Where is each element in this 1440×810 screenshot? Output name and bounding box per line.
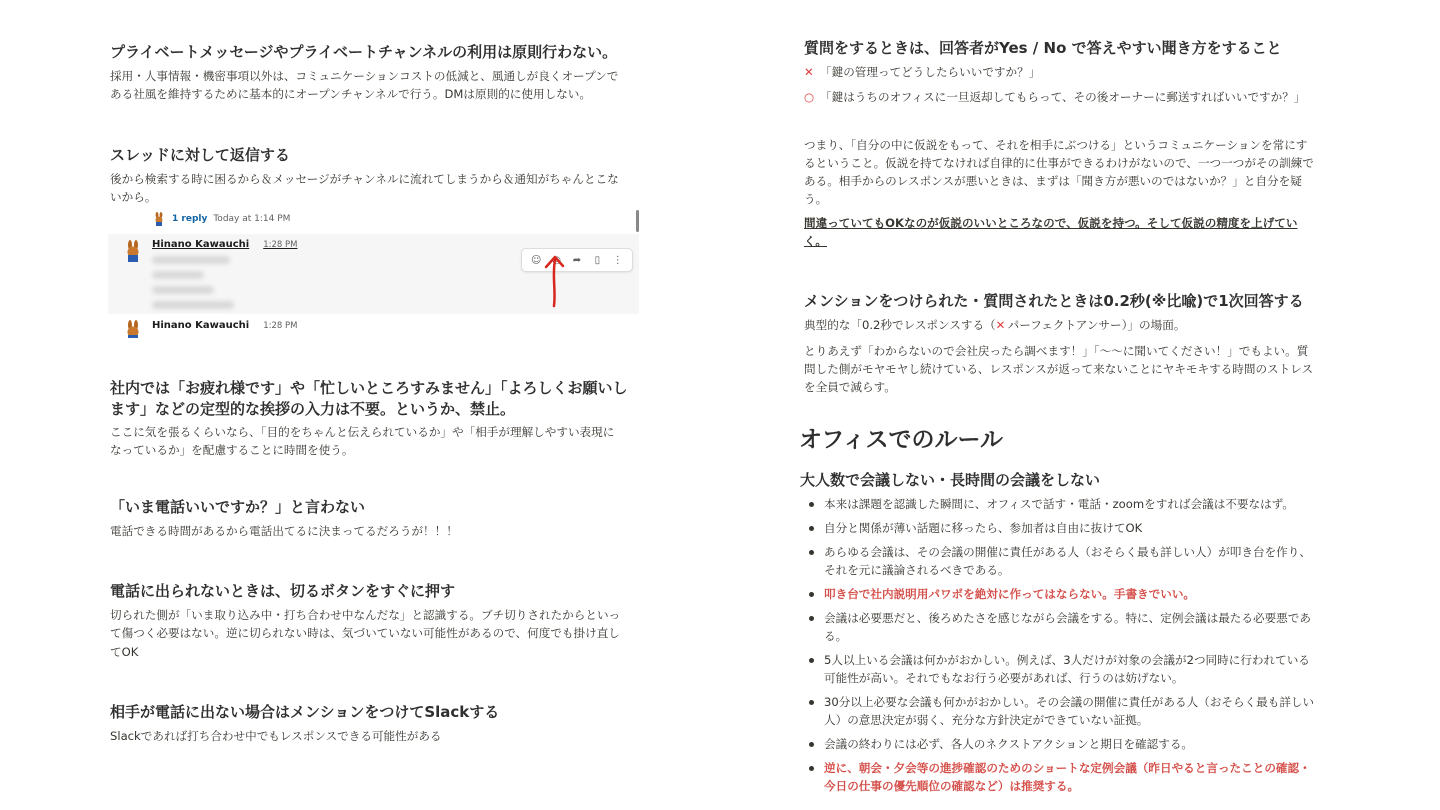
- continuation-text: 人）の意思決定が弱く、充分な方針決定ができていない証拠。: [824, 713, 1149, 727]
- section-title-greetings: 社内では「お疲れ様です」や「忙しいところすみません」「よろしくお願いし: [110, 379, 628, 397]
- author-name[interactable]: Hinano Kawauchi: [152, 320, 250, 331]
- more-actions-icon[interactable]: ⋮: [612, 254, 623, 266]
- list-item-continuation: [804, 711, 1334, 730]
- section-title-greetings-cont: ます」などの定型的な挨拶の入力は不要。というか、禁止。: [110, 400, 516, 418]
- list-item: 5人以上いる会議は何かがおかしい。例えば、3人だけが対象の会議が2つ同時に行われている: [804, 651, 1334, 670]
- section-title-yes-no: 質問をするときは、回答者がYes / No で答えやすい聞き方をすること: [804, 39, 1282, 57]
- blurred-text: [152, 286, 214, 294]
- body-text: 典型的な「0.2秒でレスポンスする（: [804, 318, 996, 332]
- red-arrow-annotation: [540, 250, 570, 310]
- message-action-toolbar: [521, 248, 633, 272]
- section-title-phone: 「いま電話いいですか？」と言わない: [110, 498, 366, 516]
- continuation-text: 今日の仕事の優先順位の確認など）は推奨する。: [824, 779, 1080, 793]
- add-reaction-icon[interactable]: ☺: [530, 254, 542, 266]
- section-title-quick-response: メンションをつけられた・質問されたときは0.2秒(※比喩)で1次回答する: [804, 292, 1304, 310]
- section-title-thread-reply: スレッドに対して返信する: [110, 146, 290, 164]
- section-body-line: てOK: [110, 645, 139, 659]
- cross-mark-icon: ✕: [995, 318, 1006, 332]
- emphasis-line: 間違っていてもOKなのが仮説のいいところなので、仮説を持つ。そして仮説の精度を上げてい: [804, 216, 1298, 230]
- good-example-text: 「鍵はうちのオフィスに一旦返却してもらって、その後オーナーに郵送すればいいですか？」: [820, 90, 1306, 104]
- continuation-text: それを元に議論されるべきである。: [824, 563, 1010, 577]
- list-item-continuation: [804, 627, 1334, 646]
- section-body-line: う。: [804, 192, 828, 206]
- bunny-avatar-icon: [122, 320, 144, 338]
- list-item: 会議は必要悪だと、後ろめたさを感じながら会議をする。特に、定例会議は最たる必要悪であ: [804, 609, 1334, 628]
- slack-thread-screenshot: [108, 210, 639, 338]
- message-author[interactable]: [152, 239, 297, 250]
- list-item-continuation: [804, 669, 1334, 688]
- continuation-text: 可能性が高い。それでもなお行う必要があれば、行うのは妨げない。: [824, 671, 1184, 685]
- section-body-line: とりあえず「わからないので会社戻ったら調べます！」「〜〜に聞いてください！」でもよい。質: [804, 344, 1309, 358]
- list-item-continuation: [804, 777, 1334, 796]
- section-body-line: 後から検索する時に困るから＆メッセージがチャンネルに流れてしまうから＆通知がちゃんとこな: [110, 172, 619, 186]
- slack-message[interactable]: [108, 316, 639, 338]
- blurred-text: [152, 271, 204, 279]
- good-example: [804, 88, 1334, 107]
- blurred-text: [152, 256, 230, 264]
- reply-timestamp: Today at 1:14 PM: [213, 214, 291, 224]
- bad-example: [804, 63, 1334, 82]
- list-item-continuation: [804, 561, 1334, 580]
- section-body-line: を全員で減らす。: [804, 380, 896, 394]
- section-body-line: Slackであれば打ち合わせ中でもレスポンスできる可能性がある: [110, 729, 442, 743]
- cross-mark-icon: ✕: [804, 65, 814, 79]
- list-item: 自分と関係が薄い話題に移ったら、参加者は自由に抜けてOK: [804, 519, 1334, 538]
- section-body-line: るということ。仮説を持てなければ自律的に仕事ができるわけがないので、一つ一つがその訓練で: [804, 156, 1314, 170]
- blurred-text: [152, 301, 234, 309]
- bad-example-text: 「鍵の管理ってどうしたらいいですか？」: [820, 65, 1041, 79]
- emphasis-line: く。: [804, 234, 827, 248]
- section-body-line: 電話できる時間があるから電話出てるに決まってるだろうが！！！: [110, 524, 458, 538]
- section-body-line: ある社風を維持するために基本的にオープンチャンネルで行う。DMは原則的に使用しない。: [110, 87, 591, 101]
- list-item: 会議の終わりには必ず、各人のネクストアクションと期日を確認する。: [804, 735, 1334, 754]
- scrollbar[interactable]: [636, 210, 639, 232]
- section-body-line: 切られた側が「いま取り込み中・打ち合わせ中なんだな」と認識する。ブチ切りされたからといっ: [110, 608, 621, 622]
- continuation-text: る。: [824, 629, 848, 643]
- section-body-line: なっているか」を配慮することに時間を使う。: [110, 443, 354, 457]
- message-time: 1:28 PM: [263, 321, 298, 331]
- reply-thread-icon[interactable]: ◎: [552, 254, 561, 266]
- list-item-emphasis: 逆に、朝会・夕会等の進捗確認のためのショートな定例会議（昨日やると言ったことの確認・: [804, 759, 1334, 778]
- section-body-line: [804, 316, 1334, 335]
- list-item: 本来は課題を認識した瞬間に、オフィスで話す・電話・zoomをすれば会議は不要なはず。: [804, 495, 1334, 514]
- heading-office-rules: オフィスでのルール: [799, 427, 1004, 453]
- section-body-line: 問した側がモヤモヤし続けている、レスポンスが返って来ないことにヤキモキする時間のストレス: [804, 362, 1314, 376]
- section-title-meetings: 大人数で会議しない・長時間の会議をしない: [800, 471, 1101, 489]
- circle-mark-icon: ○: [804, 90, 815, 104]
- share-icon[interactable]: ➦: [572, 254, 582, 266]
- section-title-private-messages: プライベートメッセージやプライベートチャンネルの利用は原則行わない。: [110, 43, 618, 61]
- section-body-line: ある。相手からのレスポンスが悪いときは、まずは「聞き方が悪いのではないか？」と自分を疑: [804, 174, 1302, 188]
- section-body-line: て傷つく必要はない。逆に切られない時は、気づいていない可能性があるので、何度でも掛け直し: [110, 626, 620, 640]
- message-author[interactable]: [152, 320, 297, 331]
- section-body-line: 採用・人事情報・機密事項以外は、コミュニケーションコストの低減と、風通しが良くオープンで: [110, 69, 619, 83]
- section-title-mention-slack: 相手が電話に出ない場合はメンションをつけてSlackする: [110, 703, 500, 721]
- author-name[interactable]: Hinano Kawauchi: [152, 239, 250, 250]
- bunny-avatar-icon: [152, 212, 166, 226]
- section-body-line: ここに気を張るくらいなら、「目的をちゃんと伝えられているか」や「相手が理解しやすい表現に: [110, 425, 615, 439]
- reply-count-link[interactable]: 1 reply: [172, 214, 208, 224]
- list-item: あらゆる会議は、その会議の開催に責任がある人（おそらく最も詳しい人）が叩き台を作り、: [804, 543, 1334, 562]
- bunny-avatar-icon: [122, 240, 144, 262]
- thread-reply-row: [152, 210, 290, 228]
- list-item-emphasis: 叩き台で社内説明用パワポを絶対に作ってはならない。手書きでいい。: [804, 585, 1334, 604]
- section-body-line: いから。: [110, 190, 157, 204]
- message-time: 1:28 PM: [263, 240, 298, 250]
- list-item: 30分以上必要な会議も何かがおかしい。その会議の開催に責任がある人（おそらく最も詳しい: [804, 693, 1334, 712]
- body-text: パーフェクトアンサー）」の場面。: [1007, 318, 1186, 332]
- section-title-hangup: 電話に出られないときは、切るボタンをすぐに押す: [110, 582, 456, 600]
- section-body-line: つまり、「自分の中に仮説をもって、それを相手にぶつける」というコミュニケーションを常にす: [804, 138, 1308, 152]
- bookmark-icon[interactable]: ▯: [594, 254, 601, 266]
